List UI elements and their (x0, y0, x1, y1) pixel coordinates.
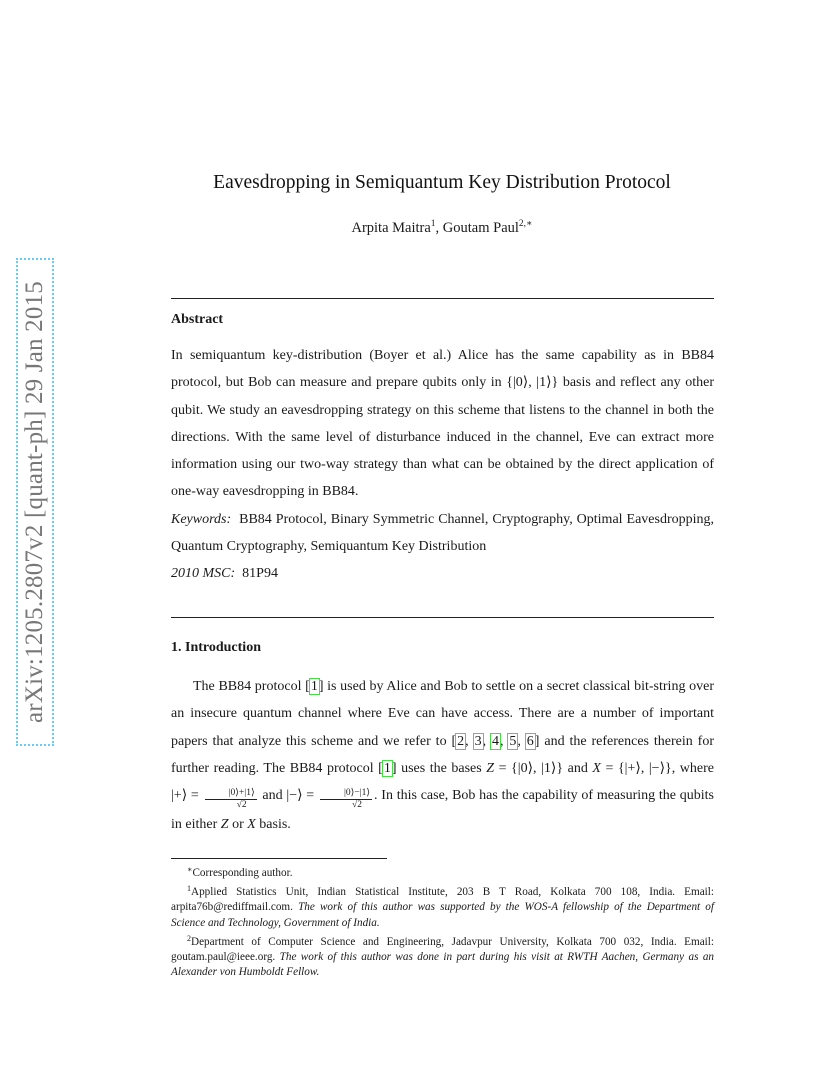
citation-link-6[interactable]: 6 (526, 733, 534, 749)
cite-sep-3: , (499, 733, 509, 749)
plus-state-numerator: |0⟩+|1⟩ (205, 788, 257, 800)
intro-text-4: uses the bases (396, 760, 487, 776)
author-1-affiliation-mark: 1 (430, 219, 436, 229)
introduction-heading: 1. Introduction (171, 640, 261, 655)
basis-x-symbol: X (592, 760, 601, 776)
footnotes (171, 862, 714, 980)
footnote-affiliation-2 (171, 931, 714, 981)
intro-text-1: The BB84 protocol (193, 679, 306, 694)
plus-state-fraction (205, 788, 257, 811)
minus-state-fraction (320, 788, 372, 811)
keywords-label: Keywords: (171, 511, 232, 527)
abstract-body (171, 342, 714, 588)
citation-link-4[interactable]: 4 (491, 733, 499, 749)
intro-text-3: and the references therein for further reading. The BB84 protocol (171, 733, 714, 776)
abstract-bottom-rule (171, 617, 714, 618)
citation-link-3[interactable]: 3 (474, 733, 482, 749)
msc-text: 81P94 (242, 566, 278, 582)
intro-text-6: basis. (255, 817, 291, 833)
footnote-0-text: Corresponding author. (192, 867, 293, 879)
plus-state-denominator: √2 (236, 800, 247, 811)
footnote-1-mark: 1 (187, 884, 191, 894)
basis-z-symbol-2: Z (220, 817, 229, 833)
intro-and-minus: and |−⟩ = (258, 788, 318, 804)
keywords-line (171, 506, 714, 561)
author-line (0, 218, 828, 237)
footnote-2-italic: The work of this author was done in part during his visit at RWTH Aachen, Germany as an Alexander von Humboldt Fellow. (171, 951, 715, 979)
citation-link-2[interactable]: 2 (457, 733, 465, 749)
citation-link-1[interactable]: 1 (310, 679, 318, 694)
minus-state-numerator: |0⟩−|1⟩ (320, 788, 372, 800)
author-separator: , (435, 220, 443, 236)
msc-label: 2010 MSC: (171, 566, 236, 582)
minus-state-denominator: √2 (352, 800, 362, 811)
cite-sep-2: , (482, 733, 491, 749)
footnote-2-mark: 2 (187, 933, 191, 943)
arxiv-stamp[interactable] (16, 258, 54, 746)
intro-text-2: is used by Alice and Bob to settle on a secret classical bit-string over an insecure quantum channel where Eve can have access. There are a number of important papers that analyze this scheme and we refer to (171, 679, 714, 749)
basis-x-set: = {|+⟩, |−⟩}, where |+⟩ = (171, 760, 715, 804)
footnote-corresponding (171, 862, 714, 881)
basis-z-set: = {|0⟩, |1⟩} and (494, 760, 593, 776)
author-2-name: Goutam Paul (442, 220, 519, 236)
basis-x-symbol-2: X (247, 817, 256, 833)
citation-link-5[interactable]: 5 (509, 733, 517, 749)
cite-sep-4: , (517, 733, 526, 749)
footnote-affiliation-1 (171, 881, 714, 931)
abstract-heading: Abstract (171, 312, 224, 327)
citation-link-7[interactable]: 1 (383, 760, 391, 776)
paper-title: Eavesdropping in Semiquantum Key Distribution Protocol (213, 172, 671, 193)
introduction-body (171, 673, 714, 838)
footnote-1-text: Applied Statistics Unit, Indian Statistical Institute, 203 B T Road, Kolkata 700 108, India. Email: arpita76b@rediffmail.com. (171, 886, 714, 914)
intro-text-5: . In this case, Bob has the capability of measuring the qubits in either (171, 788, 714, 833)
abstract-text: In semiquantum key-distribution (Boyer et al.) Alice has the same capability as in BB84 protocol, but Bob can measure and prepare qubits only in {|0⟩, |1⟩} basis and reflect any other qubit. We study an eavesdropping strategy on this scheme that listens to the channel in both the directions. With the same level of disturbance induced in the channel, Eve can extract more information using our two-way strategy than what can be obtained by the direct application of one-way eavesdropping in BB84. (171, 348, 714, 500)
msc-line (171, 560, 714, 587)
introduction-paragraph: The BB84 protocol [1] is used by Alice and Bob to settle on a secret classical bit-string over an insecure quantum channel where Eve can have access. There are a number of important papers that analyze this scheme and we refer to [2, 3, 4, 5, 6] and the references therein for further reading. The BB84 protocol [1] uses the bases Z = {|0⟩, |1⟩} and X = {|+⟩, |−⟩}, where |+⟩ = $\frac{|0⟩+|1⟩}{√2}$ and |−⟩ = $\frac{|0⟩-|1⟩}{√2}$ . In this case, Bob has the capability of measuring the qubits in either Z or X basis. (171, 679, 715, 833)
footnote-rule (171, 858, 387, 859)
basis-z-symbol: Z (486, 760, 495, 776)
cite-sep-1: , (465, 733, 474, 749)
abstract-top-rule (171, 298, 714, 299)
arxiv-stamp-text: arXiv:1205.2807v2 [quant-ph] 29 Jan 2015 (21, 281, 48, 723)
author-1-name: Arpita Maitra (351, 220, 431, 236)
keywords-text: BB84 Protocol, Binary Symmetric Channel, Cryptography, Optimal Eavesdropping, Quantum Cryptography, Semiquantum Key Distribution (171, 511, 715, 555)
footnote-1-italic: The work of this author was supported by the WOS-A fellowship of the Department of Science and Technology, Government of India. (171, 901, 714, 929)
footnote-0-mark: ∗ (187, 865, 193, 874)
author-2-affiliation-mark: 2,∗ (518, 219, 533, 229)
intro-or: or (228, 817, 248, 833)
footnote-2-text: Department of Computer Science and Engineering, Jadavpur University, Kolkata 700 032, India. Email: goutam.paul@ieee.org. (171, 935, 714, 964)
